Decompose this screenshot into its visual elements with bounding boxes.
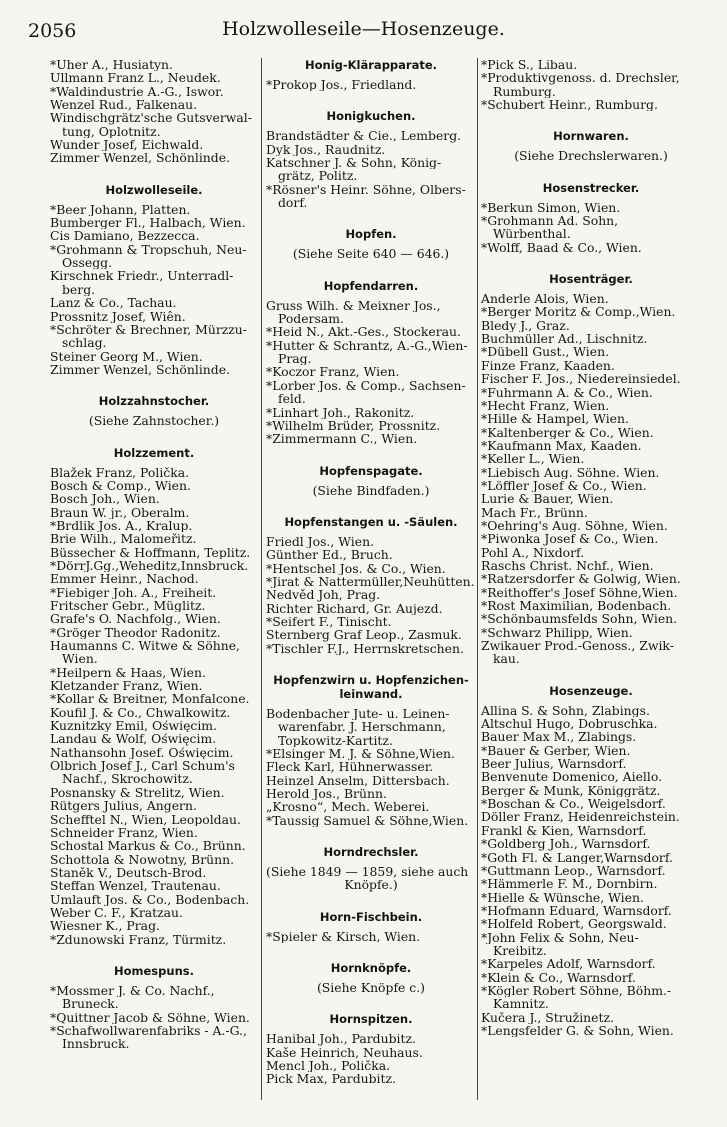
section-heading: Hornknöpfe. [330, 961, 412, 976]
directory-entry: Brie Wilh., Malomeřitz. [50, 532, 197, 546]
directory-entry: *Lorber Jos. & Comp., Sachsen- [266, 378, 466, 393]
directory-entry: Zwikauer Prod.-Genoss., Zwik- [481, 639, 674, 653]
directory-entry: *Koczor Franz, Wien. [266, 365, 400, 379]
section-heading: Horndrechsler. [323, 845, 419, 860]
directory-entry: Döller Franz, Heidenreichstein. [481, 810, 680, 824]
directory-entry: *Hecht Franz, Wien. [481, 398, 610, 413]
directory-entry: Zimmer Wenzel, Schönlinde. [50, 362, 230, 377]
directory-entry: *Quittner Jacob & Söhne, Wien. [50, 1010, 250, 1024]
directory-entry: Braun W. jr., Oberalm. [50, 505, 190, 519]
directory-entry: Kuznitzky Emil, Oświęcim. [50, 719, 217, 733]
directory-entry: *Linhart Joh., Rakonitz. [266, 405, 415, 419]
directory-entry: Wiesner K., Prag. [50, 919, 160, 933]
directory-entry: Windischgrätz'sche Gutsverwal- [50, 111, 252, 125]
directory-entry: *Hentschel Jos. & Co., Wien. [266, 561, 446, 575]
directory-entry: *Jirat & Nattermüller,Neuhütten. [266, 574, 475, 589]
directory-entry: *Uher A., Husiatyn. [50, 58, 173, 72]
directory-entry: Haumanns C. Witwe & Söhne, [50, 639, 240, 653]
entry-continuation: Kreibitz. [493, 943, 547, 958]
directory-entry: *Keller L., Wien. [481, 452, 585, 466]
directory-entry: Staněk V., Deutsch-Brod. [50, 865, 207, 880]
section-heading: Hosenstrecker. [542, 180, 640, 195]
cross-reference: (Siehe Seite 640 — 646.) [292, 246, 450, 262]
directory-entry: Kirschnek Friedr., Unterradl- [50, 269, 234, 283]
directory-entry: Berger & Munk, Königgrätz. [481, 783, 661, 798]
directory-entry: Prossnitz Josef, Wiên. [50, 309, 186, 323]
section-heading: Honig-Klärapparate. [304, 58, 438, 72]
directory-entry: Frankl & Kien, Warnsdorf. [481, 823, 647, 838]
directory-entry: Lanz & Co., Tachau. [50, 296, 177, 310]
section-heading: Homespuns. [114, 963, 194, 978]
directory-entry: *Heid N., Akt.-Ges., Stockerau. [266, 325, 461, 339]
directory-entry: *Spieler & Kirsch, Wien. [266, 929, 421, 944]
entry-continuation: feld. [278, 392, 306, 406]
directory-entry: Cis Damiano, Bezzecca. [50, 229, 200, 243]
entry-continuation: berg. [62, 282, 96, 297]
directory-entry: *Pick S., Libau. [481, 58, 578, 72]
directory-entry: *Beer Johann, Platten. [50, 202, 191, 217]
directory-entry: *Hämmerle F. M., Dornbirn. [481, 877, 658, 891]
directory-entry: *Berkun Simon, Wien. [481, 200, 621, 215]
directory-entry: *Berger Moritz & Comp.,Wien. [481, 305, 676, 319]
column-1 [50, 58, 258, 1051]
directory-entry: Herold Jos., Brünn. [266, 787, 387, 801]
page-header [0, 14, 727, 44]
directory-entry: Katschner J. & Sohn, König- [266, 156, 442, 170]
directory-entry: *Mossmer J. & Co. Nachf., [50, 983, 215, 998]
directory-entry: *Guttmann Leop., Warnsdorf. [481, 863, 666, 878]
directory-entry: *Heilpern & Haas, Wien. [50, 665, 206, 680]
directory-entry: Schottola & Nowotny, Brünn. [50, 852, 235, 866]
column-divider [261, 58, 262, 1100]
directory-entry: Steffan Wenzel, Trautenau. [50, 879, 221, 893]
directory-entry: *Rost Maximilian, Bodenbach. [481, 599, 672, 613]
directory-entry: Hanibal Joh., Pardubitz. [266, 1032, 416, 1046]
section-heading: Holzzahnstocher. [98, 394, 210, 409]
entry-continuation: Kamnitz. [493, 997, 549, 1011]
directory-entry: *Kaufmann Max, Kaaden. [481, 438, 642, 453]
directory-entry: Gruss Wilh. & Meixner Jos., [266, 298, 441, 313]
directory-entry: Allina S. & Sohn, Zlabings. [481, 703, 650, 718]
directory-entry: Schneider Franz, Wien. [50, 825, 198, 840]
directory-entry: *Holfeld Robert, Georgswald. [481, 917, 667, 931]
directory-entry: *Brdlik Jos. A., Kralup. [50, 518, 193, 533]
directory-entry: „Krosno“, Mech. Weberei. [266, 800, 430, 814]
directory-entry: *Rösner's Heinr. Söhne, Olbers- [266, 182, 466, 197]
directory-entry: *Fiebiger Joh. A., Freiheit. [50, 585, 217, 599]
directory-entry: Bledy J., Graz. [481, 318, 570, 333]
cross-reference: (Siehe Bindfaden.) [312, 482, 430, 498]
entry-continuation: Prag. [278, 352, 312, 366]
directory-entry: *Hofmann Eduard, Warnsdorf. [481, 903, 672, 918]
directory-entry: Lurie & Bauer, Wien. [481, 492, 614, 506]
entry-continuation: Nachf., Skrochowitz. [62, 772, 193, 786]
directory-entry: *Elsinger M. J. & Söhne,Wien. [266, 747, 455, 761]
directory-entry: *Goth Fl. & Langer,Warnsdorf. [481, 850, 673, 864]
directory-entry: Beer Julius, Warnsdorf. [481, 757, 627, 771]
cross-reference: (Siehe Zahnstocher.) [88, 413, 220, 429]
column-2 [266, 58, 476, 1086]
directory-entry: Olbrich Josef J., Carl Schum's [50, 759, 235, 773]
directory-entry: Altschul Hugo, Dobruschka. [481, 717, 658, 731]
directory-entry: Fischer F. Jos., Niedereinsiedel. [481, 372, 681, 386]
entry-continuation: dorf. [278, 196, 308, 210]
directory-entry: *Hille & Hampel, Wien. [481, 412, 629, 426]
directory-entry: *Seifert F., Tinischt. [266, 614, 392, 629]
entry-continuation: warenfabr. J. Herschmann, [278, 720, 446, 734]
directory-entry: *Schönbaumsfelds Sohn, Wien. [481, 612, 678, 626]
section-heading: Hopfen. [345, 227, 397, 242]
section-heading: Honigkuchen. [326, 109, 416, 124]
directory-entry: Mencl Joh., Polička. [266, 1059, 391, 1073]
directory-entry: Bosch & Comp., Wien. [50, 478, 191, 493]
entry-continuation: Bruneck. [62, 997, 119, 1011]
directory-entry: *Löffler Josef & Co., Wien. [481, 478, 647, 493]
cross-reference: (Siehe Drechslerwaren.) [514, 148, 668, 164]
directory-entry: *Schwarz Philipp, Wien. [481, 625, 633, 640]
section-heading: Hornspitzen. [329, 1012, 413, 1027]
directory-entry: *Wilhelm Brüder, Prossnitz. [266, 418, 441, 433]
directory-entry: Wunder Josef, Eichwald. [50, 138, 204, 152]
directory-entry: Koufil J. & Co., Chwalkowitz. [50, 705, 231, 720]
directory-entry: Buchmüller Ad., Lischnitz. [481, 332, 648, 346]
page-number: 2056 [28, 20, 77, 42]
directory-entry: Kletzander Franz, Wien. [50, 679, 203, 693]
directory-entry: Brandstädter & Cie., Lemberg. [266, 129, 462, 143]
section-heading: Hopfenzwirn u. Hopfenzichen- [273, 672, 469, 687]
directory-entry: Zimmer Wenzel, Schönlinde. [50, 151, 230, 165]
directory-entry: Rütgers Julius, Angern. [50, 799, 197, 813]
directory-entry: Landau & Wolf, Oświęcim. [50, 732, 217, 746]
directory-entry: Kučera J., Stružinetz. [481, 1010, 614, 1024]
directory-entry: Günther Ed., Bruch. [266, 548, 393, 562]
directory-entry: Dyk Jos., Raudnitz. [266, 142, 386, 157]
entry-continuation: Rumburg. [493, 84, 556, 99]
section-heading: Holzzement. [113, 445, 195, 460]
entry-continuation: Würbenthal. [493, 227, 571, 241]
directory-entry: (Siehe 1849 — 1859, siehe auch [266, 865, 469, 879]
directory-entry: Bauer Max M., Zlabings. [481, 730, 637, 744]
directory-entry: Schostal Markus & Co., Brünn. [50, 839, 246, 853]
column-3 [481, 58, 701, 1037]
page-title: Holzwolleseile—Hosenzeuge. [222, 18, 505, 40]
directory-entry: Heinzel Anselm, Dittersbach. [266, 773, 450, 788]
section-heading: Horn-Fischbein. [319, 909, 423, 924]
directory-entry: Grafe's O. Nachfolg., Wien. [50, 612, 221, 626]
entry-continuation: tung, Oplotnitz. [62, 124, 161, 139]
directory-entry: *Fuhrmann A. & Co., Wien. [481, 385, 653, 399]
section-heading: Hosenzeuge. [549, 683, 633, 698]
directory-entry: *Kögler Robert Söhne, Böhm.- [481, 983, 672, 998]
directory-entry: *Tischler F.J., Herrnskretschen. [266, 641, 464, 655]
section-heading: Hopfenstangen u. -Säulen. [284, 514, 458, 529]
directory-entry: *Dübell Gust., Wien. [481, 345, 610, 359]
directory-entry: Richter Richard, Gr. Aujezd. [266, 601, 443, 615]
directory-entry: *Hielle & Wünsche, Wien. [481, 890, 644, 904]
directory-entry: *Kollar & Breitner, Monfalcone. [50, 692, 250, 706]
section-heading: Hopfendarren. [323, 278, 419, 293]
directory-entry: *Kaltenberger & Co., Wien. [481, 425, 654, 439]
directory-entry: *Boschan & Co., Weigelsdorf. [481, 797, 666, 811]
directory-entry: Fritscher Gebr., Müglitz. [50, 599, 206, 613]
directory-entry: *Grohmann Ad. Sohn, [481, 214, 619, 228]
entry-continuation: kau. [493, 652, 520, 666]
directory-entry: Bosch Joh., Wien. [50, 492, 160, 506]
column-divider [477, 58, 478, 1100]
directory-entry: *Karpeles Adolf, Warnsdorf. [481, 957, 656, 971]
directory-entry: *Produktivgenoss. d. Drechsler, [481, 71, 680, 85]
directory-entry: *Schubert Heinr., Rumburg. [481, 98, 658, 112]
cross-reference: (Siehe Knöpfe c.) [316, 980, 426, 996]
directory-entry: *DörrJ.Gg.,Weheditz,Innsbruck. [50, 558, 249, 573]
section-heading: Hopfenspagate. [319, 463, 423, 478]
directory-entry: Schefftel N., Wien, Leopoldau. [50, 812, 241, 826]
directory-entry: Kaše Heinrich, Neuhaus. [266, 1045, 423, 1060]
directory-entry: Pick Max, Pardubitz. [266, 1072, 396, 1086]
section-heading: Holzwolleseile. [105, 182, 203, 197]
directory-entry: *Taussig Samuel & Söhne,Wien. [266, 813, 469, 828]
directory-entry: Nedvěd Joh, Prag. [266, 588, 381, 602]
directory-entry: *Liebisch Aug. Söhne. Wien. [481, 465, 660, 479]
directory-entry: Umlauft Jos. & Co., Bodenbach. [50, 892, 250, 906]
directory-entry: *Schröter & Brechner, Mürzzu- [50, 322, 247, 337]
section-heading: Hosenträger. [549, 272, 633, 287]
directory-entry: Fleck Karl, Hühnerwasser. [266, 760, 434, 774]
directory-entry: *Grohmann & Tropschuh, Neu- [50, 242, 247, 257]
directory-entry: Wenzel Rud., Falkenau. [50, 98, 198, 112]
directory-entry: *Waldindustrie A.-G., Iswor. [50, 84, 224, 99]
directory-entry: *Ratzersdorfer & Golwig, Wien. [481, 572, 681, 586]
directory-entry: Mach Fr., Brünn. [481, 505, 588, 519]
directory-entry: *Klein & Co., Warnsdorf. [481, 970, 636, 984]
directory-entry: Raschs Christ. Nchf., Wien. [481, 558, 654, 573]
directory-entry: *Goldberg Joh., Warnsdorf. [481, 837, 651, 851]
directory-entry: Steiner Georg M., Wien. [50, 349, 203, 363]
entry-continuation: Innsbruck. [62, 1037, 130, 1051]
directory-entry: *Piwonka Josef & Co., Wien. [481, 532, 659, 546]
entry-continuation: schlag. [62, 336, 107, 350]
entry-continuation: grätz, Politz. [278, 169, 358, 183]
directory-entry: *Gröger Theodor Radonitz. [50, 625, 221, 640]
directory-entry: *Lengsfelder G. & Sohn, Wien. [481, 1023, 674, 1038]
directory-entry: Sternberg Graf Leop., Zasmuk. [266, 628, 462, 642]
directory-entry: Büssecher & Hoffmann, Teplitz. [50, 545, 251, 559]
directory-entry: Weber C. F., Kratzau. [50, 905, 183, 920]
directory-entry: *Zdunowski Franz, Türmitz. [50, 932, 227, 946]
directory-entry: *Wolff, Baad & Co., Wien. [481, 240, 642, 255]
directory-entry: Emmer Heinr., Nachod. [50, 572, 199, 586]
directory-entry: Nathansohn Josef. Oświęcim. [50, 745, 234, 760]
directory-entry: *Oehring's Aug. Söhne, Wien. [481, 518, 668, 533]
directory-entry: Pohl A., Nixdorf. [481, 545, 585, 559]
directory-entry: Blažek Franz, Polička. [50, 465, 190, 479]
directory-entry: Ullmann Franz L., Neudek. [50, 71, 221, 85]
directory-entry: Friedl Jos., Wien. [266, 534, 374, 549]
directory-entry: Bodenbacher Jute- u. Leinen- [266, 706, 450, 721]
directory-entry: *Reithoffer's Josef Söhne,Wien. [481, 585, 678, 599]
directory-entry: *John Felix & Sohn, Neu- [481, 930, 639, 944]
directory-entry: Anderle Alois, Wien. [481, 292, 609, 306]
entry-continuation: Podersam. [278, 312, 344, 326]
directory-entry: Finze Franz, Kaaden. [481, 358, 615, 373]
entry-continuation: Topkowitz-Kartitz. [278, 733, 393, 747]
cross-reference: Knöpfe.) [344, 877, 398, 893]
directory-entry: *Schafwollwarenfabriks - A.-G., [50, 1023, 247, 1038]
entry-continuation: Ossegg. [62, 256, 113, 270]
section-heading-continuation: leinwand. [339, 686, 403, 701]
directory-entry: Posnansky & Strelitz, Wien. [50, 785, 225, 800]
section-heading: Hornwaren. [553, 129, 629, 144]
directory-entry: *Bauer & Gerber, Wien. [481, 743, 631, 758]
directory-entry: Bumberger Fl., Halbach, Wien. [50, 216, 246, 230]
directory-entry: *Prokop Jos., Friedland. [266, 78, 417, 92]
directory-entry: *Hutter & Schrantz, A.-G.,Wien- [266, 338, 468, 353]
directory-entry: Benvenute Domenico, Aiello. [481, 770, 663, 784]
directory-entry: *Zimmermann C., Wien. [266, 432, 418, 446]
entry-continuation: Wien. [62, 652, 98, 666]
